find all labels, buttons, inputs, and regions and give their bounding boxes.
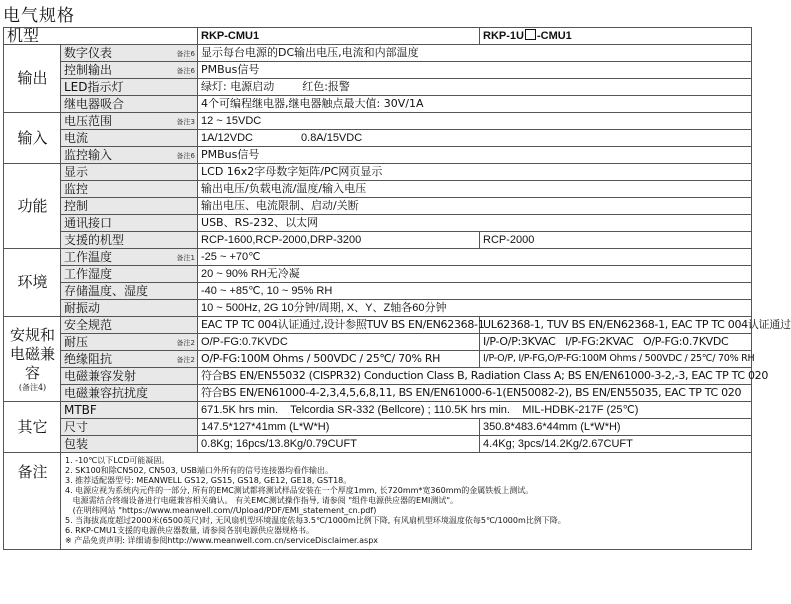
row-label: 电磁兼容抗扰度 xyxy=(61,385,198,402)
spec-table xyxy=(3,26,791,550)
table-row xyxy=(4,130,752,147)
notes-list xyxy=(61,453,752,550)
note-line: 4. 电源应视为系统内元件的一部分, 所有的EMC测试都将测试样品安装在一个厚度1mm, 长720mm*宽360mm的金属铁板上测试。 xyxy=(65,486,534,495)
row-label: LED指示灯 xyxy=(61,79,198,96)
note-line: 电源需结合终端设备进行电磁兼容相关确认。 有关EMC测试操作指导, 请参阅 "组件电源供应器的EMI测试"。 xyxy=(65,496,459,505)
row-value: 显示每台电源的DC输出电压,电流和内部温度 xyxy=(198,45,752,62)
table-row xyxy=(4,198,752,215)
note-line: 1. -10℃以下LCD可能凝固。 xyxy=(65,456,170,465)
row-value-a: RCP-1600,RCP-2000,DRP-3200 xyxy=(198,232,480,249)
table-row xyxy=(4,113,752,130)
category-input: 输入 xyxy=(4,113,61,164)
note-line: 6. RKP-CMU1支援的电源供应器数量, 请参阅各别电源供应器规格书。 xyxy=(65,526,315,535)
table-row xyxy=(4,351,752,368)
table-row xyxy=(4,368,752,385)
table-row xyxy=(4,300,752,317)
row-value: -25 ~ +70℃ xyxy=(198,249,752,266)
row-value: 输出电压/负载电流/温度/输入电压 xyxy=(198,181,752,198)
note-line: ※ 产品免责声明: 详细请参阅http://www.meanwell.com.cn/serviceDisclaimer.aspx xyxy=(65,536,379,545)
table-row xyxy=(4,283,752,300)
row-label: 继电器吸合 xyxy=(61,96,198,113)
row-value: LCD 16x2字母数字矩阵/PC网页显示 xyxy=(198,164,752,181)
row-value: 符合BS EN/EN61000-4-2,3,4,5,6,8,11, BS EN/EN61000-6-1(EN50082-2), BS EN/EN55035, EAC TP TC 020 xyxy=(198,385,752,402)
row-value-a: EAC TP TC 004认证通过,设计参照TUV BS EN/EN62368-1 xyxy=(198,317,480,334)
row-value-b: 4.4Kg; 3pcs/14.2Kg/2.67CUFT xyxy=(480,436,752,453)
row-label: 控制输出 备注6 xyxy=(61,62,198,79)
row-value: 20 ~ 90% RH无冷凝 xyxy=(198,266,752,283)
category-notes: 备注 xyxy=(4,453,61,550)
row-value: PMBus信号 xyxy=(198,62,752,79)
category-environment: 环境 xyxy=(4,249,61,317)
row-value: -40 ~ +85℃, 10 ~ 95% RH xyxy=(198,283,752,300)
model-b: RKP-1U -CMU1 xyxy=(480,28,752,45)
row-value-b: I/P-O/P, I/P-FG,O/P-FG:100M Ohms / 500VDC / 25℃/ 70% RH xyxy=(480,351,752,368)
table-row xyxy=(4,402,752,419)
row-value: 10 ~ 500Hz, 2G 10分钟/周期, X、Y、Z轴各60分钟 xyxy=(198,300,752,317)
row-value: 输出电压、电流限制、启动/关断 xyxy=(198,198,752,215)
table-row xyxy=(4,385,752,402)
row-label: 工作温度 备注1 xyxy=(61,249,198,266)
row-value-b: I/P-O/P:3KVAC I/P-FG:2KVAC O/P-FG:0.7KVDC xyxy=(480,334,752,351)
table-row xyxy=(4,334,752,351)
table-row xyxy=(4,317,752,334)
row-label: 监控输入 备注6 xyxy=(61,147,198,164)
row-value-a: 0.8Kg; 16pcs/13.8Kg/0.79CUFT xyxy=(198,436,480,453)
row-label: 存储温度、湿度 xyxy=(61,283,198,300)
placeholder-box-icon xyxy=(525,29,536,40)
note-line: 5. 当海拔高度超过2000米(6500英尺)时, 无风扇机型环境温度依每3.5℃/1000m比例下降, 有风扇机型环境温度依每5℃/1000m比例下降。 xyxy=(65,516,566,525)
model-a: RKP-CMU1 xyxy=(198,28,480,45)
model-label: 机型 xyxy=(4,28,198,45)
row-label: 耐振动 xyxy=(61,300,198,317)
table-row xyxy=(4,215,752,232)
row-value-b: UL62368-1, TUV BS EN/EN62368-1, EAC TP TC 004认证通过 xyxy=(480,317,752,334)
table-row xyxy=(4,164,752,181)
note-line: 3. 推荐适配器型号: MEANWELL GS12, GS15, GS18, GE12, GE18, GST18。 xyxy=(65,476,352,485)
category-function: 功能 xyxy=(4,164,61,249)
row-value: USB、RS-232、以太网 xyxy=(198,215,752,232)
row-label: 工作湿度 xyxy=(61,266,198,283)
row-value-b: RCP-2000 xyxy=(480,232,752,249)
row-label: 显示 xyxy=(61,164,198,181)
table-row xyxy=(4,62,752,79)
table-row xyxy=(4,96,752,113)
row-value-b: 350.8*483.6*44mm (L*W*H) xyxy=(480,419,752,436)
row-value: 12 ~ 15VDC xyxy=(198,113,752,130)
row-value: 绿灯: 电源启动 红色:报警 xyxy=(198,79,752,96)
table-row xyxy=(4,181,752,198)
category-others: 其它 xyxy=(4,402,61,453)
row-value: 1A/12VDC 0.8A/15VDC xyxy=(198,130,752,147)
table-row xyxy=(4,147,752,164)
row-label: 电流 xyxy=(61,130,198,147)
row-label: 监控 xyxy=(61,181,198,198)
table-row xyxy=(4,249,752,266)
table-row xyxy=(4,232,752,249)
note-line: (在明纬网站 "https://www.meanwell.com//Upload/PDF/EMI_statement_cn.pdf) xyxy=(65,506,377,515)
row-label: 耐压 备注2 xyxy=(61,334,198,351)
note-line: 2. SK100和除CN502, CN503, USB端口外所有的信号连接器均看作输出。 xyxy=(65,466,334,475)
row-value: 符合BS EN/EN55032 (CISPR32) Conduction Class B, Radiation Class A; BS EN/EN61000-3-2,-3, EAC TP TC 020 xyxy=(198,368,752,385)
row-value-a: 147.5*127*41mm (L*W*H) xyxy=(198,419,480,436)
row-label: MTBF xyxy=(61,402,198,419)
table-row xyxy=(4,453,752,550)
row-value: 671.5K hrs min. Telcordia SR-332 (Bellcore) ; 110.5K hrs min. MIL-HDBK-217F (25℃) xyxy=(198,402,752,419)
category-safety: 安规和电磁兼容 (备注4) xyxy=(4,317,61,402)
row-label: 安全规范 xyxy=(61,317,198,334)
row-value: 4个可编程继电器,继电器触点最大值: 30V/1A xyxy=(198,96,752,113)
row-value-a: O/P-FG:100M Ohms / 500VDC / 25℃/ 70% RH xyxy=(198,351,480,368)
row-value: PMBus信号 xyxy=(198,147,752,164)
table-row xyxy=(4,266,752,283)
category-output: 输出 xyxy=(4,45,61,113)
row-label: 电压范围 备注3 xyxy=(61,113,198,130)
row-label: 尺寸 xyxy=(61,419,198,436)
row-value-a: O/P-FG:0.7KVDC xyxy=(198,334,480,351)
row-label: 包装 xyxy=(61,436,198,453)
table-row xyxy=(4,45,752,62)
row-label: 支援的机型 xyxy=(61,232,198,249)
row-label: 绝缘阻抗 备注2 xyxy=(61,351,198,368)
row-label: 数字仪表 备注6 xyxy=(61,45,198,62)
table-row xyxy=(4,28,752,45)
page-title: 电气规格 xyxy=(3,6,75,26)
table-row xyxy=(4,419,752,436)
row-label: 通讯接口 xyxy=(61,215,198,232)
table-row xyxy=(4,79,752,96)
table-row xyxy=(4,436,752,453)
row-label: 电磁兼容发射 xyxy=(61,368,198,385)
row-label: 控制 xyxy=(61,198,198,215)
